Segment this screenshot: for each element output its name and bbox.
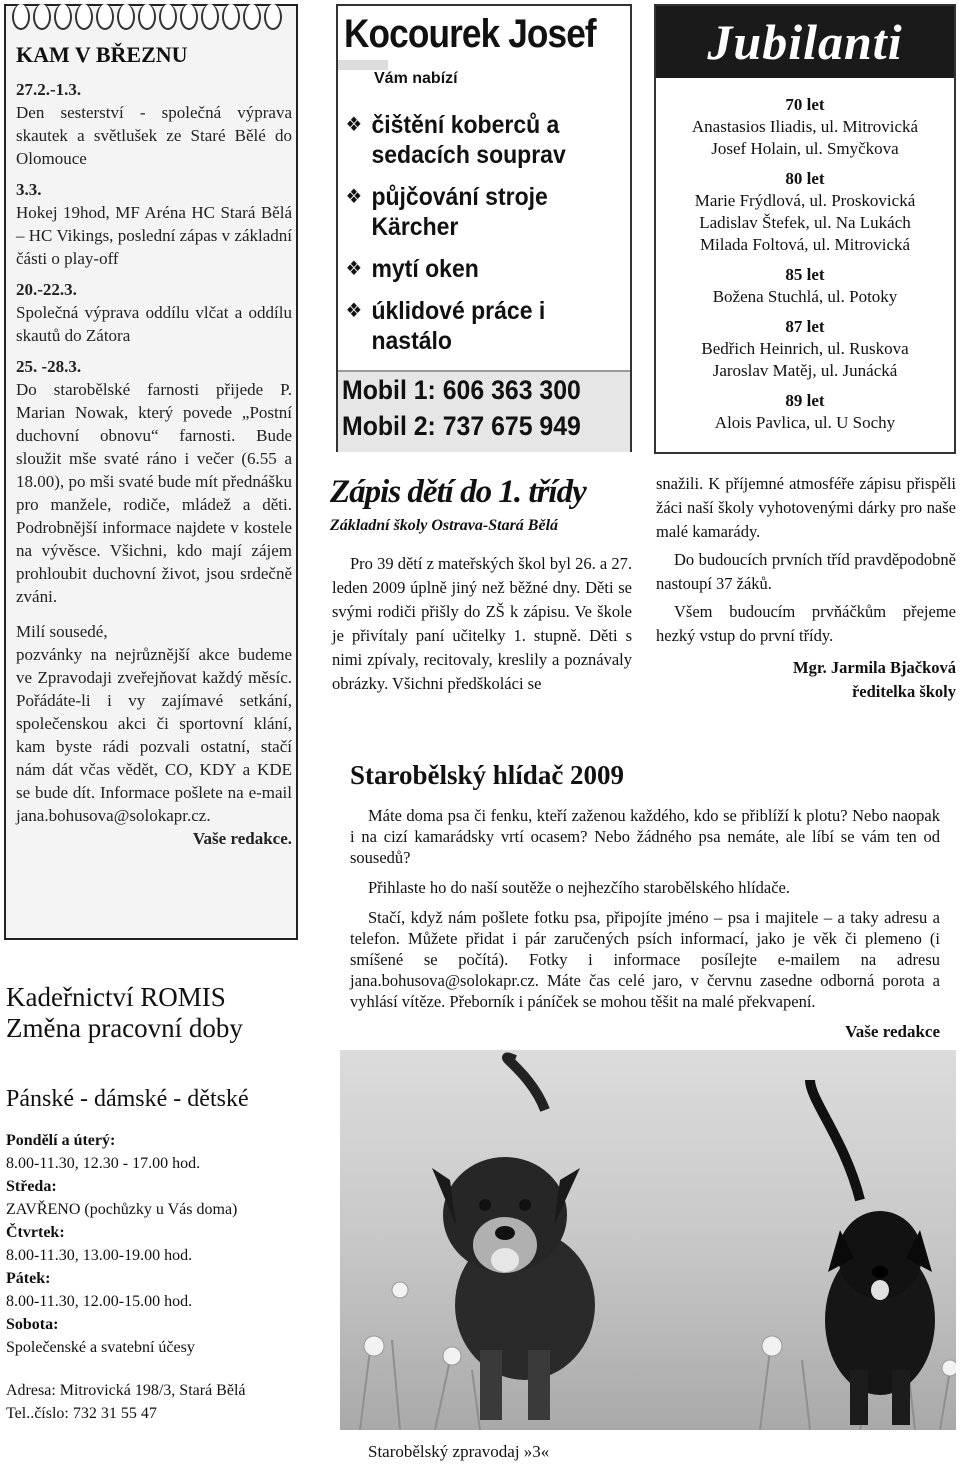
service-item: ❖ půjčování stroje Kärcher [345,183,548,241]
age-heading: 87 let [785,317,825,336]
calendar-box [4,4,298,940]
article-paragraph: Všem budoucím prvňáčkům přejeme hezký vstup do první třídy. [656,602,956,645]
diamond-bullet-icon: ❖ [345,114,363,136]
event-text: Den sesterství - společná výprava skautek a světlušek ze Staré Bělé do Olomouce [16,103,292,168]
hours-day: Středa: [6,1178,57,1195]
calendar-signature: Vaše redakce. [192,829,292,848]
contest-title: Starobělský hlídač 2009 [350,760,625,790]
article-author: Mgr. Jarmila Bjačková [793,658,956,677]
advertiser-name: Kocourek Josef [344,12,596,56]
dog-contest-article [350,760,940,1042]
opening-hours [6,1129,326,1359]
invite-text: pozvánky na nejrůznější akce budeme ve Zpravodaji zveřejňovat každý měsíc. Pořádáte-li i vy zajímavé setkání, společenskou akci či sportovní klání, kam byste rádi pozvali ostatní, stačí nám dát včas vědět, CO, KDY a KDE se bude dít. Informace pošlete na e-mail jana.bohusova@solokapr.cz. [16,645,292,825]
hours-day: Pondělí a úterý: [6,1132,116,1149]
event-text: Hokej 19hod, MF Aréna HC Stará Bělá – HC Vikings, poslední zápas v základní části o play-off [16,203,292,268]
calendar-title: KAM V BŘEZNU [16,42,188,67]
romis-phone: Tel..číslo: 732 31 55 47 [6,1405,157,1422]
greeting: Milí sousedé, [16,622,108,641]
phone-box [338,370,630,452]
service-item: ❖ čištění koberců a sedacích souprav [345,111,566,169]
hours-time: 8.00-11.30, 12.00-15.00 hod. [6,1293,193,1310]
romis-ad [6,982,326,1425]
spiral-binding [12,4,282,30]
age-heading: 70 let [785,95,825,114]
age-heading: 89 let [785,391,825,410]
offers-label: Vám nabízí [374,70,458,87]
jubilant-name: Milada Foltová, ul. Mitrovická [699,235,911,254]
event-date: 27.2.-1.3. [16,80,82,99]
event-text: Do starobělské farnosti přijede P. Marian Nowak, který povede „Postní duchovní obnovu“ farnosti. Bude sloužit mše svaté ráno i večer (6.55 a 18.00), po mši svaté bude mít přednášku pro manžele, rodiče, mládež a děti. Podrobnější informace najdete v kostele na vývěsce. Všichni, kdo mají zájem prohloubit duchovní život, jsou srdečně zváni. [16,380,292,606]
kocourek-ad [336,4,632,452]
dogs-photo [340,1050,956,1430]
jubilant-name: Božena Stuchlá, ul. Potoky [712,287,898,306]
jubilant-name: Alois Pavlica, ul. U Sochy [714,413,896,432]
hours-day: Sobota: [6,1316,59,1333]
hours-day: Čtvrtek: [6,1224,65,1241]
jubilant-name: Jaroslav Matěj, ul. Junácká [712,361,898,380]
hours-time: 8.00-11.30, 12.30 - 17.00 hod. [6,1155,201,1172]
contest-signature: Vaše redakce [845,1022,940,1041]
romis-address: Adresa: Mitrovická 198/3, Stará Bělá [6,1382,246,1399]
phone-1: Mobil 1: 606 363 300 [342,375,581,405]
article-author-role: ředitelka školy [851,682,956,701]
hours-day: Pátek: [6,1270,51,1287]
article-title: Zápis dětí do 1. třídy [330,474,586,510]
jubilant-name: Bedřich Heinrich, ul. Ruskova [701,339,909,358]
hours-time: Společenské a svatební účesy [6,1339,195,1356]
romis-subtitle: Změna pracovní doby [6,1013,243,1043]
article-column-1 [332,552,632,696]
diamond-bullet-icon: ❖ [345,186,363,208]
romis-contact [6,1379,326,1425]
jubilant-name: Ladislav Štefek, ul. Na Lukách [699,213,911,232]
hours-time: 8.00-11.30, 13.00-19.00 hod. [6,1247,193,1264]
event-date: 20.-22.3. [16,280,77,299]
service-item: ❖ mytí oken [345,255,479,283]
contest-paragraph: Přihlaste ho do naší soutěže o nejhezčího starobělského hlídače. [368,878,790,897]
jubilants-box [654,4,956,454]
decorative-stripe [338,60,388,70]
article-subtitle: Základní školy Ostrava-Stará Bělá [330,517,559,534]
romis-services: Pánské - dámské - dětské [6,1086,249,1112]
jubilants-list [656,94,954,434]
jubilant-name: Josef Holain, ul. Smyčkova [711,139,899,158]
romis-title: Kadeřnictví ROMIS [6,982,226,1012]
article-paragraph: Do budoucích prvních tříd pravděpodobně nastoupí 37 žáků. [656,550,956,593]
contest-paragraph: Stačí, když nám pošlete fotku psa, připojíte jméno – psa i majitele – a taky adresu a telefon. Můžete přidat i pár zaručených psích informací, jako je věk či plemeno (i smíšené se počítá). Fotky i informace posílejte e-mailem na adresu jana.bohusova@solokapr.cz. Máte čas celé jaro, v červnu zasedne odborná porota a vyhlásí vítěze. Přeborník i páníček se mohou těšit na malé překvapení. [350,908,940,1011]
age-heading: 85 let [785,265,825,284]
event-date: 3.3. [16,180,42,199]
jubilants-title: Jubilanti [656,6,954,78]
enrolment-article [330,474,640,535]
diamond-bullet-icon: ❖ [345,300,363,322]
phone-2: Mobil 2: 737 675 949 [342,411,581,441]
article-column-2 [656,472,956,704]
event-text: Společná výprava oddílu vlčat a oddílu skautů do Zátora [16,303,292,345]
page-footer: Starobělský zpravodaj »3« [368,1442,550,1461]
age-heading: 80 let [785,169,825,188]
article-paragraph: Pro 39 dětí z mateřských škol byl 26. a 27. leden 2009 úplně jiný než běžné dny. Děti se svými rodiči přišly do ZŠ k zápisu. Ve škole je přivítaly paní učitelky 1. stupně. Děti s nimi zpívaly, recitovaly, kreslily a poznávaly obrázky. Všichni předškoláci se [332,554,632,693]
contest-paragraph: Máte doma psa či fenku, kteří zaženou každého, kdo se přiblíží k plotu? Nebo naopak i na cizí kamarádsky vrtí ocasem? Nebo žádného psa nemáte, ale líbí se vám ten od sousedů? [350,806,940,867]
service-item: ❖ úklidové práce i nastálo [345,297,546,355]
diamond-bullet-icon: ❖ [345,258,363,280]
jubilant-name: Marie Frýdlová, ul. Proskovická [694,191,916,210]
event-date: 25. -28.3. [16,357,82,376]
services-list [342,110,630,368]
hours-time: ZAVŘENO (pochůzky u Vás doma) [6,1201,238,1218]
article-paragraph: snažili. K příjemné atmosféře zápisu přispěli žáci naší školy vyhotovenými dárky pro naše malé kamarády. [656,474,956,541]
jubilant-name: Anastasios Iliadis, ul. Mitrovická [691,117,919,136]
